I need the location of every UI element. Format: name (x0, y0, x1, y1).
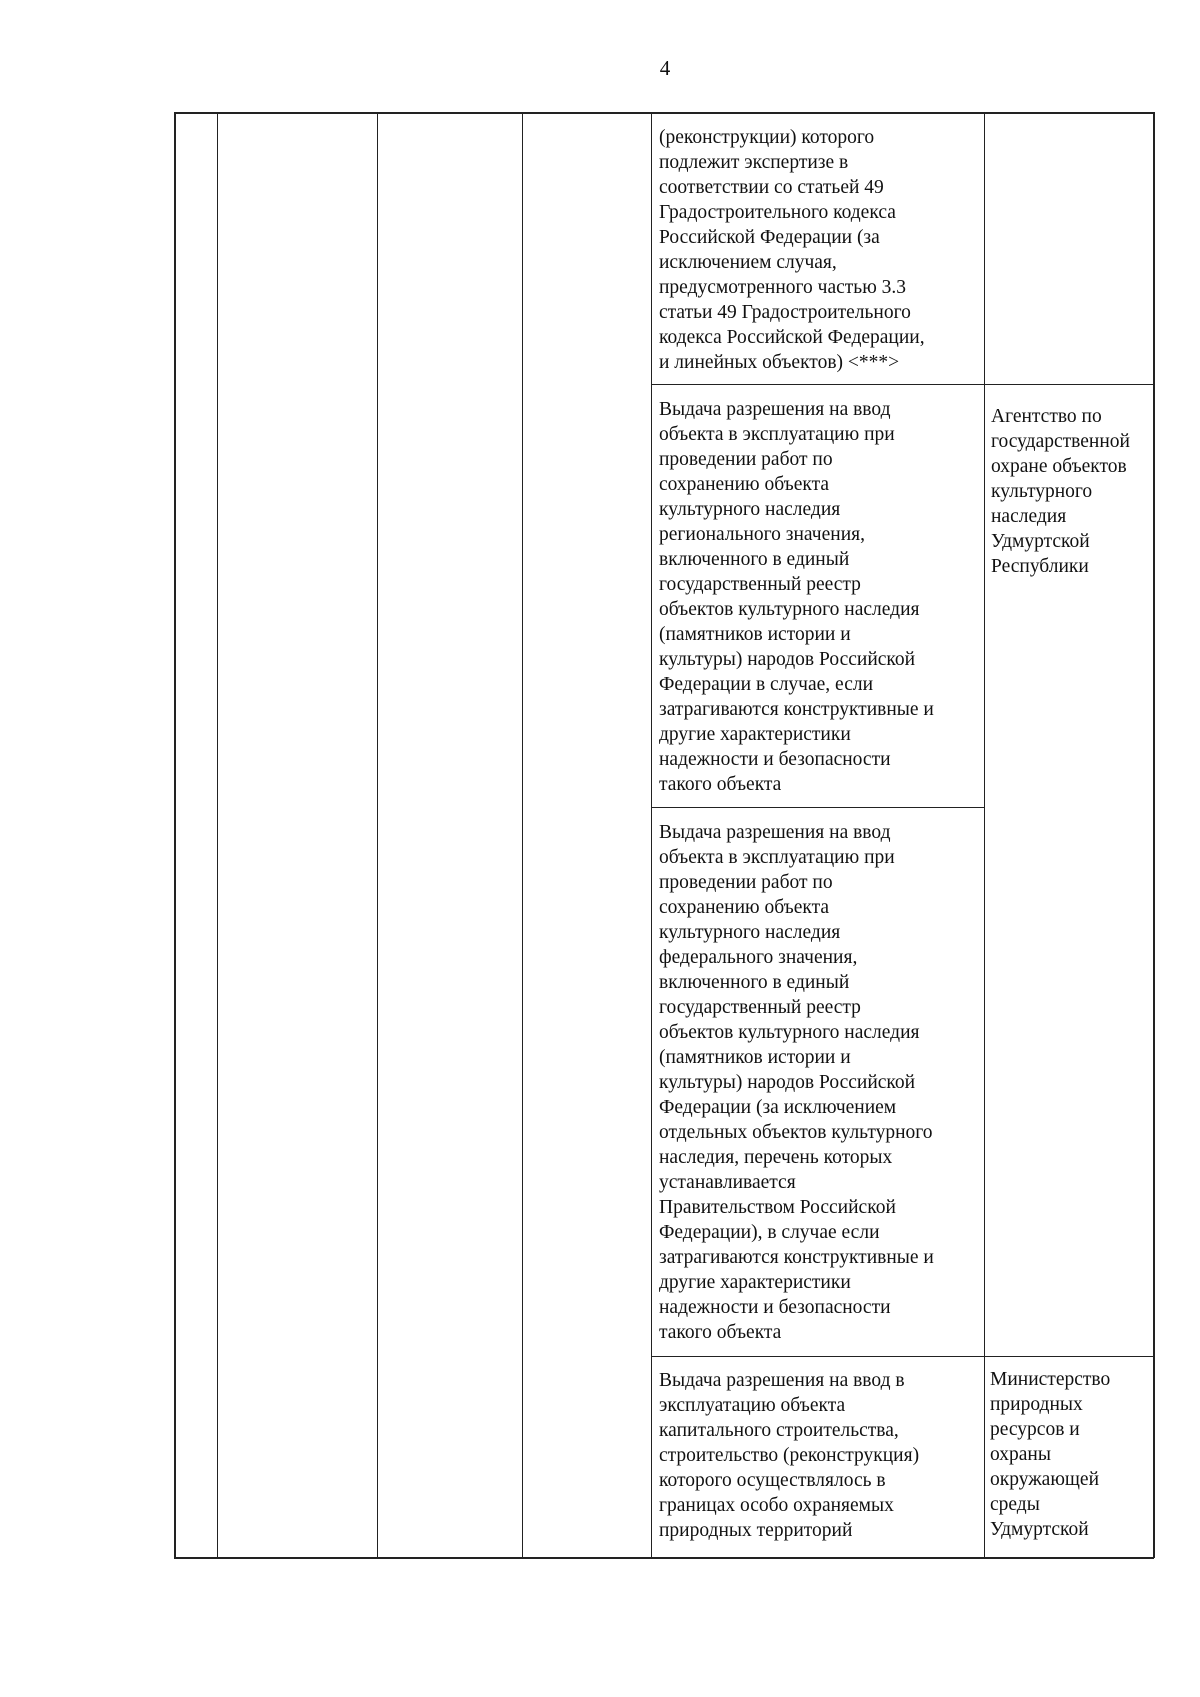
column-divider-4 (651, 112, 652, 1558)
authority-cell: Министерство природных ресурсов и охраны окружающей среды Удмуртской (990, 1369, 1111, 1540)
row-divider-2 (651, 807, 985, 808)
table-border-bottom (174, 1557, 1154, 1559)
row-divider-1 (651, 384, 1154, 385)
table-border-left (174, 112, 176, 1558)
column-divider-3 (522, 112, 523, 1558)
column-divider-2 (377, 112, 378, 1558)
service-cell: (реконструкции) которого подлежит экспертизе в соответствии со статьей 49 Градостроительного кодекса Российской Федерации (за исключением случая, предусмотренного частью 3.3 статьи 49 Градостроительного кодекса Российской Федерации, и линейных объектов) <***> (659, 127, 925, 373)
page-number: 4 (659, 56, 671, 80)
column-divider-1 (217, 112, 218, 1558)
service-cell: Выдача разрешения на ввод объекта в эксплуатацию при проведении работ по сохранению объекта культурного наследия федерального значения, включенного в единый государственный реестр объектов культурного наследия (памятников истории и культуры) народов Российской Федерации (за исключением отдельных объектов культурного наследия, перечень которых устанавливается Правительством Российской Федерации), в случае если затрагиваются конструктивные и другие характеристики надежности и безопасности такого объекта (659, 822, 934, 1343)
table-border-top (174, 112, 1154, 114)
table-border-right (1153, 112, 1155, 1558)
row-divider-3 (651, 1356, 1154, 1357)
service-cell: Выдача разрешения на ввод объекта в эксплуатацию при проведении работ по сохранению объекта культурного наследия регионального значения, включенного в единый государственный реестр объектов культурного наследия (памятников истории и культуры) народов Российской Федерации в случае, если затрагиваются конструктивные и другие характеристики надежности и безопасности такого объекта (659, 399, 934, 795)
column-divider-5 (984, 112, 985, 1558)
authority-cell: Агентство по государственной охране объектов культурного наследия Удмуртской Республики (991, 406, 1130, 577)
service-cell: Выдача разрешения на ввод в эксплуатацию объекта капитального строительства, строительство (реконструкция) которого осуществлялось в границах особо охраняемых природных территорий (659, 1370, 920, 1541)
